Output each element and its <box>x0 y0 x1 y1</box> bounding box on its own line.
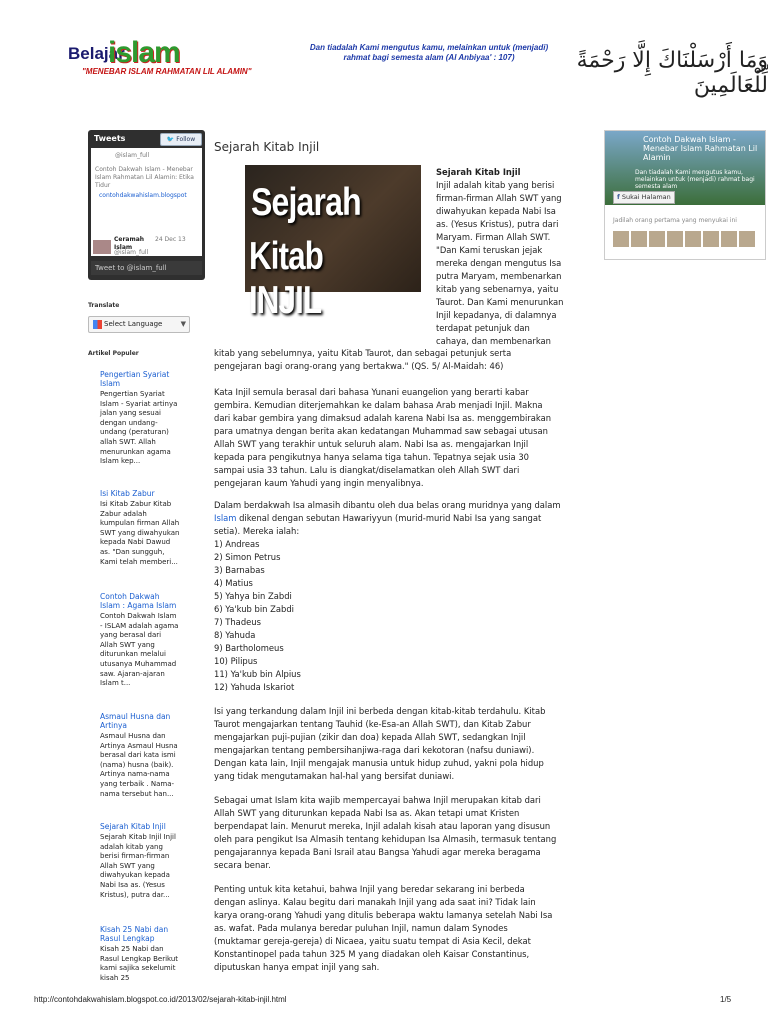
fan-avatar[interactable] <box>703 231 719 247</box>
facebook-page-tagline: Dan tiadalah Kami mengutus kamu, melainkan untuk (menjadi) rahmat bagi semesta alam <box>635 169 755 190</box>
post-line: Konstantinopel pada tahun 325 M yang diadakan oleh Kaisar Constantinus, <box>214 949 530 959</box>
post-line: Penting untuk kita ketahui, bahwa Injil yang beredar sekarang ini berbeda <box>214 884 525 894</box>
fan-avatar[interactable] <box>613 231 629 247</box>
popular-article-title[interactable]: Pengertian Syariat Islam <box>100 370 170 388</box>
post-line: Sebagai umat Islam kita wajib mempercayai bahwa Injil merupakan kitab dari <box>214 795 541 805</box>
facebook-fans <box>613 231 757 251</box>
post-intro-line: Injil adalah kitab yang berisi <box>436 180 555 190</box>
post-line: pengajarannya kepada Bani Israil atau Bangsa Yahudi agar mereka beragama <box>214 847 541 857</box>
post-paragraph <box>214 347 584 373</box>
post-image-text-line2: Kitab INJIL <box>249 235 323 322</box>
post-intro <box>436 166 586 348</box>
popular-article-title[interactable]: Contoh Dakwah Islam : Agama Islam <box>100 592 177 610</box>
disciple-item: 6) Ya'kub bin Zabdi <box>214 604 294 614</box>
post-intro-line: cahaya, dan membenarkan <box>436 336 551 346</box>
logo-islam: islam <box>108 36 180 69</box>
google-icon <box>93 320 102 329</box>
disciple-item: 3) Barnabas <box>214 565 265 575</box>
twitter-bird-icon: 🐦 <box>166 136 175 143</box>
post-line: dari kabar gembira yang dimaksud adalah karena Nabi Isa as. menggembirakan <box>214 413 552 423</box>
post-paragraph <box>214 499 584 538</box>
post-line-rest: dikenal dengan sebutan Hawariyyun (murid-murid Nabi Isa yang sangat <box>236 513 542 523</box>
tweet-link[interactable]: contohdakwahislam.blogspot <box>99 192 187 199</box>
popular-article <box>100 370 180 467</box>
post-intro-line: Taurot. Dan Kami menurunkan <box>436 297 564 307</box>
post-line: gembira. Kemudian diterjemahkan ke dalam bahasa Arab menjadi Injil. Makna <box>214 400 543 410</box>
disciple-item: 10) Pilipus <box>214 656 258 666</box>
tweet-text: Contoh Dakwah Islam - Menebar Islam Rahmatan Lil Alamin: Etika Tidur <box>95 166 194 189</box>
post-line: diputuskan hanya empat injil yang sah. <box>214 962 380 972</box>
popular-article <box>100 822 180 900</box>
post-line: secara benar. <box>214 860 271 870</box>
site-logo[interactable] <box>68 36 228 90</box>
disciple-item: 12) Yahuda Iskariot <box>214 682 295 692</box>
post-line: Kata Injil semula berasal dari bahasa Yunani euangelion yang berarti kabar <box>214 387 529 397</box>
post-paragraph <box>214 794 584 872</box>
fan-avatar[interactable] <box>685 231 701 247</box>
fan-avatar[interactable] <box>649 231 665 247</box>
disciple-item: 5) Yahya bin Zabdi <box>214 591 292 601</box>
post-line: Allah SWT yang diturunkan kepada Nabi Isa as. Akan tetapi umat Kristen <box>214 808 520 818</box>
post-line: kepada para pengikutnya hanya selama tiga tahun. Tepatnya sejak usia 30 <box>214 452 529 462</box>
tweet-author[interactable]: Ceramah Islam <box>114 236 145 251</box>
post-intro-title: Sejarah Kitab Injil <box>436 167 521 177</box>
post-intro-line: Maryam. Firman Allah SWT. <box>436 232 551 242</box>
post-line: pengejaran bagi orang-orang yang bertakwa." (QS. 5/ Al-Maidah: 46) <box>214 361 504 371</box>
post-line <box>214 512 584 525</box>
facebook-like-button[interactable] <box>613 191 675 204</box>
popular-article-title[interactable]: Asmaul Husna dan Artinya <box>100 712 171 730</box>
disciple-item: 1) Andreas <box>214 539 260 549</box>
post-line: karya orang-orang Yahudi yang ditulis beberapa waktu lamanya setelah Nabi Isa <box>214 910 553 920</box>
popular-article <box>100 489 180 567</box>
follow-label: Follow <box>176 136 196 143</box>
popular-article-snippet: Kisah 25 Nabi dan Rasul Lengkap Berikut kami sajika sekelumit kisah 25 <box>100 945 179 982</box>
dropdown-arrow-icon: ▼ <box>180 320 186 328</box>
popular-article-title[interactable]: Isi Kitab Zabur <box>100 489 155 498</box>
tweets-widget <box>88 130 205 280</box>
tweets-title: Tweets <box>94 134 126 143</box>
disciple-item: 7) Thadeus <box>214 617 261 627</box>
post-line: setia). Mereka ialah: <box>214 526 300 536</box>
post-intro-line: putra Maryam, membenarkan <box>436 271 562 281</box>
language-select-label: Select Language <box>104 320 163 328</box>
logo-belajar: Belajar <box>68 44 125 63</box>
post-intro-line: mereka dengan mengutus Isa <box>436 258 562 268</box>
language-select[interactable] <box>88 316 190 333</box>
post-line: dengan aslinya. Kalau begitu dari manakah Injil yang ada saat ini? Tidak lain <box>214 897 536 907</box>
post-line: Taurot mengajarkan tentang Tauhid (ke-Esa-an Allah SWT), dan Kitab Zabur <box>214 719 531 729</box>
disciple-item: 8) Yahuda <box>214 630 256 640</box>
post-line: Isi yang terkandung dalam Injil ini berbeda dengan kitab-kitab terdahulu. Kitab <box>214 706 546 716</box>
post-intro-line: Injil kepadanya, di dalamnya <box>436 310 557 320</box>
fan-avatar[interactable] <box>721 231 737 247</box>
post-line: (muktamar gereja-gereja) di Nicaea, yaitu suatu tempat di Asia Kecil, dekat <box>214 936 531 946</box>
post-image-text-line1: Sejarah <box>251 181 361 224</box>
facebook-page-box <box>604 130 766 260</box>
popular-article-snippet: Pengertian Syariat Islam - Syariat artinya jalan yang sesuai dengan undang-undang (peraturan) allah SWT. Allah menurunkan agama Islam kep... <box>100 390 178 466</box>
post-paragraph <box>214 705 584 783</box>
post-intro-line: kitab yang sebenarnya, yaitu <box>436 284 559 294</box>
header-quote-line2: rahmat bagi semesta alam (Al Anbiyaa' : 107) <box>343 53 515 62</box>
post-paragraph <box>214 883 584 974</box>
post-line: Allah SWT yang terakhir untuk seluruh alam. Nabi Isa as. mengajarkan Injil <box>214 439 529 449</box>
post-title[interactable]: Sejarah Kitab Injil <box>214 140 320 154</box>
translate-label: Translate <box>88 302 120 309</box>
post-line: mengajarkan tentang pembersihanjiwa-raga dari kekotoran (nafsu duniawi). <box>214 745 535 755</box>
post-line: berpendapat lain. Menurut mereka, Injil adalah kisah atau laporan yang disusun <box>214 821 551 831</box>
disciple-item: 4) Matius <box>214 578 253 588</box>
post-intro-line: as. (Yesus Kristus), putra dari <box>436 219 559 229</box>
popular-article-snippet: Contoh Dakwah Islam - ISLAM adalah agama yang berasal dari Allah SWT yang diturunkan melalui utusanya Muhammad saw. Ajaran-ajaran Islam t... <box>100 612 179 688</box>
post-intro-line: "Dan Kami teruskan jejak <box>436 245 543 255</box>
tweet-handle-2[interactable]: @islam_full <box>114 249 149 256</box>
post-line: sampai usia 33 tahun. Lalu is diangkat/diselamatkan oleh Allah SWT dari <box>214 465 520 475</box>
popular-articles-label: Artikel Populer <box>88 350 139 357</box>
popular-article-snippet: Isi Kitab Zabur Kitab Zabur adalah kumpulan firman Allah SWT yang diwahyukan kepada Nabi Dawud as. "Dan sungguh, Kami telah memberi... <box>100 500 180 566</box>
disciple-item: 2) Simon Petrus <box>214 552 281 562</box>
post-image <box>245 165 421 322</box>
islam-link[interactable]: Islam <box>214 513 237 523</box>
popular-article-snippet: Sejarah Kitab Injil Injil adalah kitab yang berisi firman-firman Allah SWT yang diwahyukan kepada Nabi Isa as. (Yesus Kristus), putra dar... <box>100 833 176 899</box>
post-line: kitab yang sebelumnya, yaitu Kitab Taurot, dan sebagai petunjuk serta <box>214 348 512 358</box>
post-line: pengejaran kaum Yahudi yang ingin menyalibnya. <box>214 478 424 488</box>
follow-button[interactable] <box>160 133 202 146</box>
facebook-like-label: Sukai Halaman <box>621 193 671 201</box>
fan-avatar[interactable] <box>667 231 683 247</box>
post-intro-line: firman-firman Allah SWT yang <box>436 193 562 203</box>
page-url[interactable]: http://contohdakwahislam.blogspot.co.id/2013/02/sejarah-kitab-injil.html <box>34 995 287 1004</box>
popular-article <box>100 712 180 799</box>
post-line: yang tidak mengutamakan hal-hal yang bersifat duniawi. <box>214 771 455 781</box>
facebook-like-prompt: Jadilah orang pertama yang menyukai ini <box>613 217 737 224</box>
facebook-page-name[interactable]: Contoh Dakwah Islam - Menebar Islam Rahmatan Lil Alamin <box>643 135 758 162</box>
post-line: oleh para pengikut Isa Almasih tentang kehidupan Isa Almasih, termasuk tentang <box>214 834 557 844</box>
popular-article <box>100 592 180 689</box>
post-line: as. wafat. Pada mulanya beredar puluhan Injil, namun dalam Synodes <box>214 923 508 933</box>
header-quote-line1: Dan tiadalah Kami mengutus kamu, melainkan untuk (menjadi) <box>309 43 549 52</box>
site-tagline: "MENEBAR ISLAM RAHMATAN LIL ALAMIN" <box>82 67 252 76</box>
tweet-handle[interactable]: @islam_full <box>115 152 150 159</box>
header-quote <box>290 43 568 63</box>
post-line: Dalam berdakwah Isa almasih dibantu oleh dua belas orang muridnya yang dalam <box>214 500 561 510</box>
tweet-date[interactable]: 24 Dec 13 <box>155 236 186 243</box>
post-line: para umatnya dengan berita akan kedatangan Muhammad saw sebagai utusan <box>214 426 548 436</box>
post-intro-line: diwahyukan kepada Nabi Isa <box>436 206 556 216</box>
post-intro-line: terdapat petunjuk dan <box>436 323 530 333</box>
post-line: Dengan kata lain, Injil mengajak manusia untuk hidup zuhud, yakni pola hidup <box>214 758 544 768</box>
popular-article-title[interactable]: Kisah 25 Nabi dan Rasul Lengkap <box>100 925 169 943</box>
facebook-icon: f <box>617 193 620 201</box>
popular-article-snippet: Asmaul Husna dan Artinya Asmaul Husna berasal dari kata ismi (nama) husna (baik). Artinya nama-nama yang terbaik . Nama-nama tersebut han... <box>100 732 178 798</box>
post-paragraph <box>214 386 584 490</box>
page-number: 1/5 <box>720 995 732 1004</box>
arabic-verse: وَمَا أَرْسَلْنَاكَ إِلَّا رَحْمَةً لِّلْعَالَمِينَ <box>576 48 768 98</box>
disciple-item: 11) Ya'kub bin Alpius <box>214 669 301 679</box>
disciple-item: 9) Bartholomeus <box>214 643 284 653</box>
post-line: mengajarkan puji-pujian (zikir dan doa) kepada Allah SWT, sedangkan Injil <box>214 732 526 742</box>
disciples-list <box>214 538 414 694</box>
popular-article-title[interactable]: Sejarah Kitab Injil <box>100 822 166 831</box>
tweets-timeline[interactable] <box>91 148 202 256</box>
tweet-avatar[interactable] <box>93 240 111 254</box>
fan-avatar[interactable] <box>631 231 647 247</box>
tweet-compose[interactable]: Tweet to @islam_full <box>91 261 202 275</box>
fan-avatar[interactable] <box>739 231 755 247</box>
popular-article <box>100 925 180 983</box>
